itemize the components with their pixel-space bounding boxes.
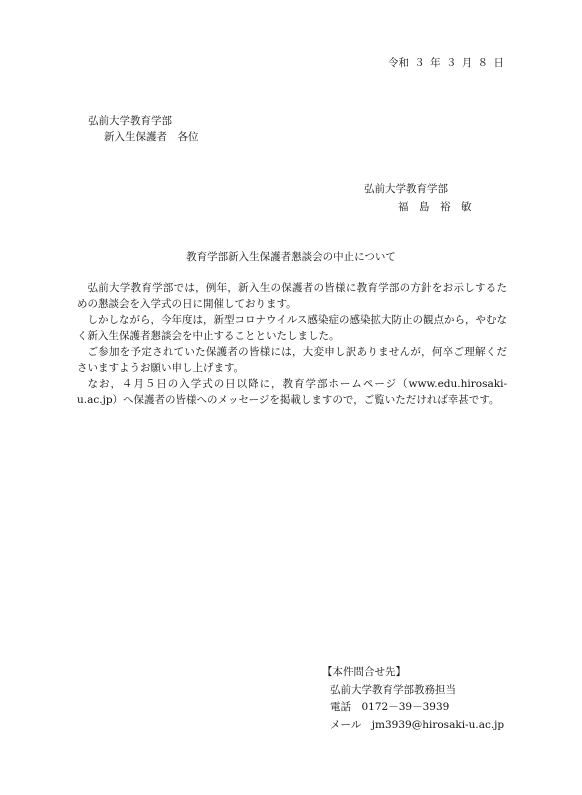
recipient-addressee: 新入生保護者 各位 — [104, 131, 199, 143]
document-date: 令和 ３ 年 ３ 月 ８ 日 — [387, 57, 504, 69]
contact-department: 弘前大学教育学部教務担当 — [330, 683, 456, 696]
document-body — [77, 280, 507, 408]
body-paragraph-1: 弘前大学教育学部では，例年，新入生の保護者の皆様に教育学部の方針をお示しするための懇談会を入学式の日に開催しております。 — [77, 282, 507, 310]
contact-block — [322, 664, 504, 734]
body-paragraph-3: ご参加を予定されていた保護者の皆様には，大変申し訳ありませんが，何卒ご理解くださいますようお願い申し上げます。 — [77, 346, 507, 374]
contact-phone: 電話 0172－39－3939 — [330, 701, 450, 713]
contact-heading: 【本件問合せ先】 — [322, 666, 406, 678]
recipient-organization: 弘前大学教育学部 — [88, 115, 172, 127]
document-title: 教育学部新入生保護者懇談会の中止について — [186, 251, 396, 263]
body-paragraph-4: なお，４月５日の入学式の日以降に，教育学部ホームページ（www.edu.hirosaki-u.ac.jp）へ保護者の皆様へのメッセージを掲載しますので，ご覧いただければ幸甚です。 — [77, 378, 507, 406]
sender-organization: 弘前大学教育学部 — [364, 183, 448, 195]
body-paragraph-2: しかしながら，今年度は，新型コロナウイルス感染症の感染拡大防止の観点から，やむなく新入生保護者懇談会を中止することといたしました。 — [77, 314, 507, 342]
contact-email: メール jm3939@hirosaki-u.ac.jp — [330, 718, 505, 731]
sender-name: 福 島 裕 敏 — [398, 201, 472, 213]
